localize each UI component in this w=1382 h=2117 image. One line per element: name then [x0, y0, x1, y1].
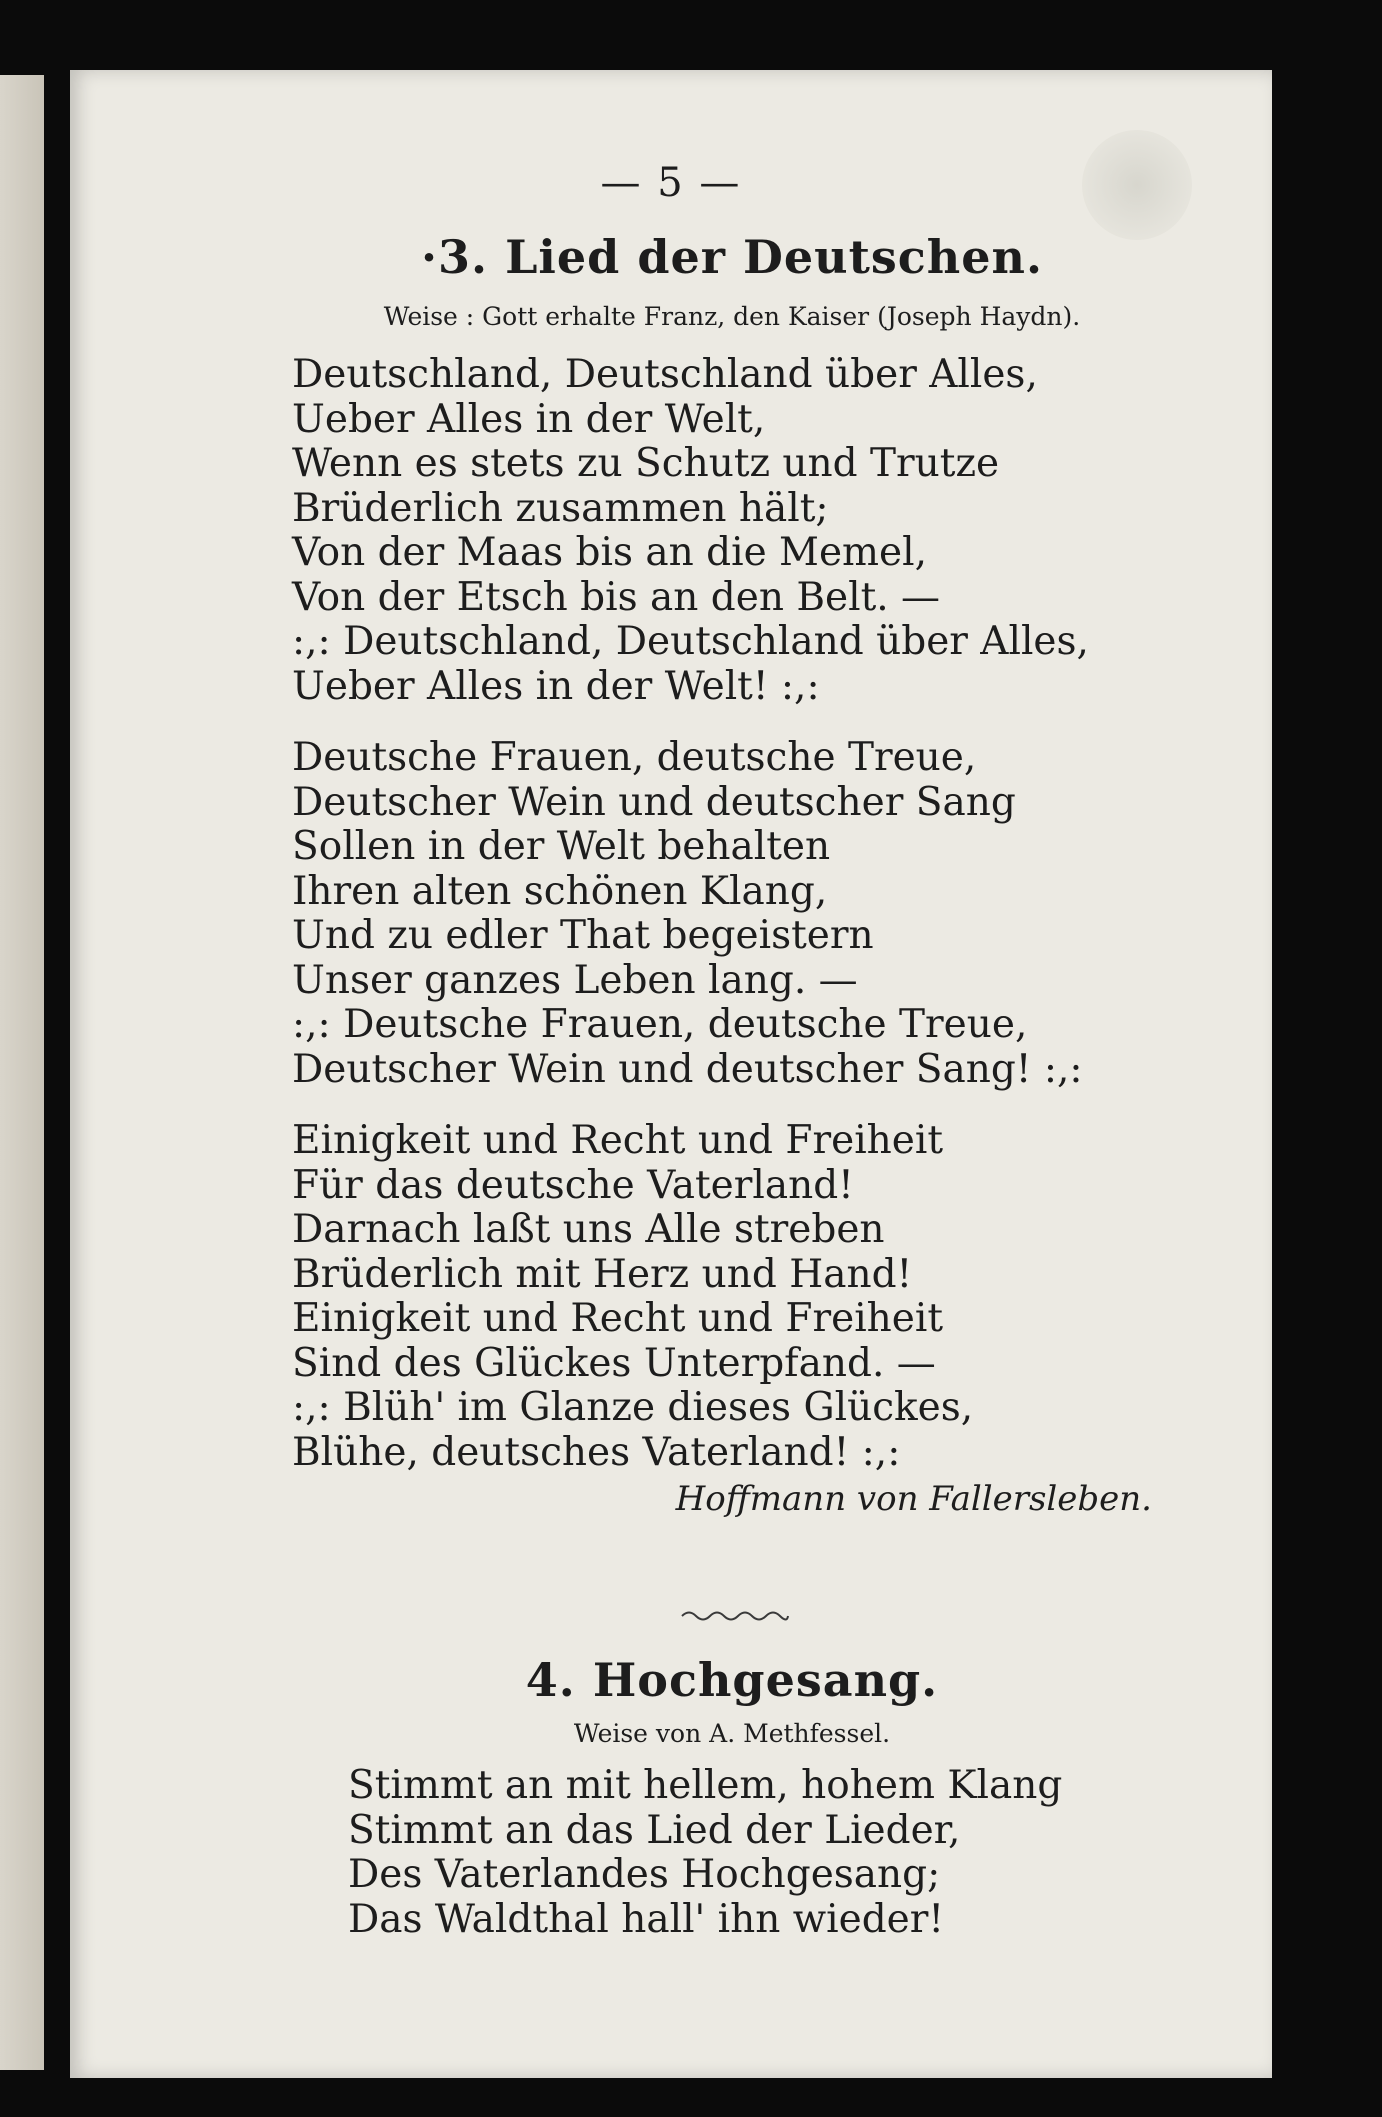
song-3-melody: Weise : Gott erhalte Franz, den Kaiser (Joseph Haydn). [383, 302, 1081, 331]
verse-line: Das Waldthal hall' ihn wieder! [348, 1896, 945, 1942]
verse-line: Wenn es stets zu Schutz und Trutze [292, 441, 1000, 486]
book-page [70, 70, 1272, 2078]
verse-line: Sind des Glückes Unterpfand. — [292, 1340, 936, 1386]
verse-line: Sollen in der Welt behalten [292, 824, 831, 869]
verse-line: Ueber Alles in der Welt! :,: [292, 663, 820, 709]
verse-line: Und zu edler That begeistern [292, 913, 874, 958]
song-3-stanza-2 [292, 736, 1172, 1092]
song-3-title: ·3. Lied der Deutschen. [421, 230, 1043, 284]
verse-line: Einigkeit und Recht und Freiheit [292, 1296, 944, 1341]
verse-line: Darnach laßt uns Alle streben [292, 1207, 885, 1252]
verse-line: Blühe, deutsches Vaterland! :,: [292, 1429, 901, 1475]
verse-line: Von der Etsch bis an den Belt. — [292, 574, 941, 620]
song-4-title: 4. Hochgesang. [525, 1653, 939, 1707]
verse-line: Einigkeit und Recht und Freiheit [292, 1118, 944, 1163]
song-4-melody: Weise von A. Methfessel. [573, 1719, 891, 1748]
verse-line: Deutschland, Deutschland über Alles, [292, 352, 1038, 397]
divider-ornament [680, 1606, 790, 1626]
verse-line: :,: Deutsche Frauen, deutsche Treue, [292, 1002, 1028, 1047]
verse-line: Brüderlich zusammen hält; [292, 485, 829, 531]
verse-line: Stimmt an mit hellem, hohem Klang [348, 1763, 1063, 1808]
verse-line: Brüderlich mit Herz und Hand! [292, 1251, 913, 1297]
verse-line: Deutscher Wein und deutscher Sang! :,: [292, 1046, 1083, 1092]
previous-page-edge [0, 75, 44, 2070]
song-4 [292, 1653, 1172, 1969]
page-number: — 5 — [600, 160, 742, 206]
verse-line: Für das deutsche Vaterland! [292, 1162, 854, 1208]
verse-line: :,: Deutschland, Deutschland über Alles, [292, 619, 1089, 664]
verse-line: Des Vaterlandes Hochgesang; [348, 1852, 941, 1897]
verse-line: Deutsche Frauen, deutsche Treue, [292, 735, 977, 780]
song-3-author: Hoffmann von Fallersleben. [675, 1479, 1152, 1519]
verse-line: Ueber Alles in der Welt, [292, 396, 766, 442]
song-3 [292, 230, 1172, 1519]
verse-line: Von der Maas bis an die Memel, [292, 530, 927, 575]
song-3-stanza-3 [292, 1119, 1172, 1475]
song-4-stanza-1 [292, 1764, 1172, 1942]
verse-line: Ihren alten schönen Klang, [292, 868, 828, 914]
verse-line: Stimmt an das Lied der Lieder, [348, 1807, 961, 1853]
song-3-stanza-1 [292, 353, 1172, 709]
verse-line: Deutscher Wein und deutscher Sang [292, 779, 1016, 825]
verse-line: Unser ganzes Leben lang. — [292, 957, 858, 1003]
verse-line: :,: Blüh' im Glanze dieses Glückes, [292, 1385, 974, 1430]
